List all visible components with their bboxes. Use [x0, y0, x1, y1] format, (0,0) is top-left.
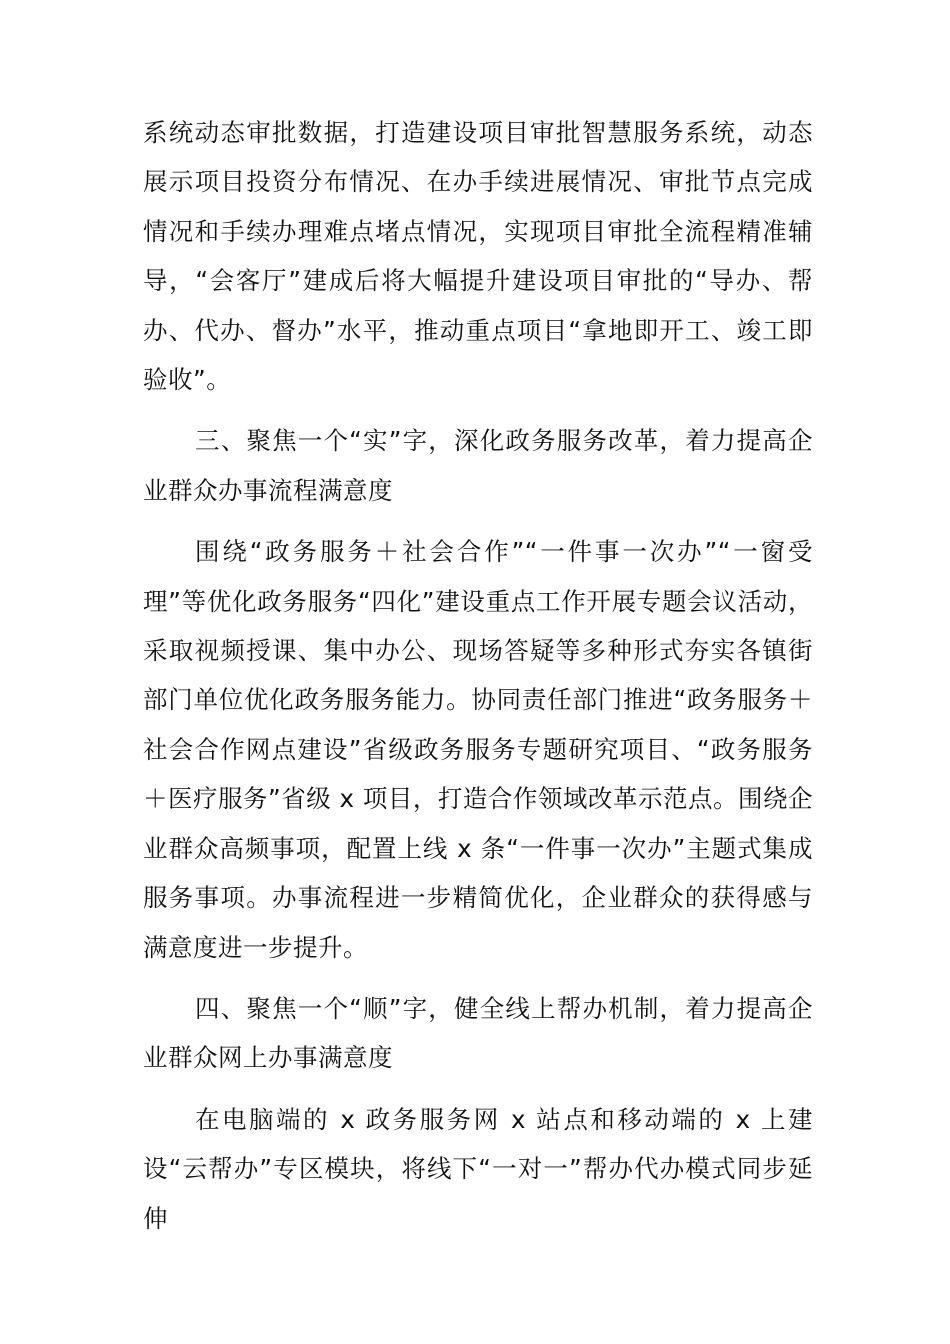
paragraph-service-reform: 围绕“政务服务＋社会合作”“一件事一次办”“一窗受理”等优化政务服务“四化”建设重点工作开展专题会议活动，采取视频授课、集中办公、现场答疑等多种形式夯实各镇街部门单位优化政务服务能力。协同责任部门推进“政务服务＋社会合作网点建设”省级政务服务专题研究项目、“政务服务＋医疗服务”省级 x 项目，打造合作领域改革示范点。围绕企业群众高频事项，配置上线 x 条“一件事一次办”主题式集成服务事项。办事流程进一步精简优化，企业群众的获得感与满意度进一步提升。	[143, 537, 813, 962]
paragraph-online-help: 在电脑端的 x 政务服务网 x 站点和移动端的 x 上建设“云帮办”专区模块，将线下“一对一”帮办代办模式同步延伸	[143, 1104, 813, 1233]
paragraph-approval-system: 系统动态审批数据，打造建设项目审批智慧服务系统，动态展示项目投资分布情况、在办手续进展情况、审批节点完成情况和手续办理难点堵点情况，实现项目审批全流程精准辅导，“会客厅”建成后将大幅提升建设项目审批的“导办、帮办、代办、督办”水平，推动重点项目“拿地即开工、竣工即验收”。	[143, 118, 813, 395]
section-heading-four: 四、聚焦一个“顺”字，健全线上帮办机制，着力提高企业群众网上办事满意度	[143, 993, 813, 1073]
document-body	[143, 108, 813, 1255]
section-heading-three: 三、聚焦一个“实”字，深化政务服务改革，着力提高企业群众办事流程满意度	[143, 426, 813, 505]
